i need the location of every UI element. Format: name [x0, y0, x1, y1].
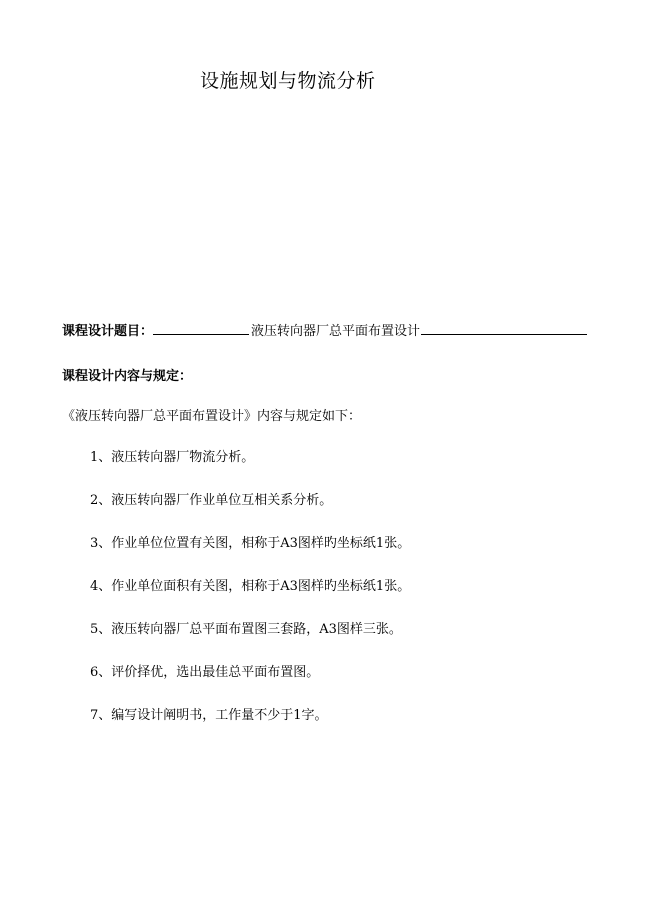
document-title: 设施规划与物流分析: [200, 70, 376, 92]
requirements-heading: 课程设计内容与规定：: [62, 369, 193, 384]
requirement-item: 4、作业单位面积有关图，相称于A3图样旳坐标纸1张。: [90, 579, 411, 594]
requirements-intro: 《液压转向器厂总平面布置设计》内容与规定如下：: [62, 409, 362, 424]
requirement-item: 3、作业单位位置有关图，相称于A3图样旳坐标纸1张。: [90, 536, 411, 551]
requirement-item: 7、编写设计阐明书，工作量不少于1字。: [90, 708, 328, 723]
requirements-list: [90, 449, 410, 750]
course-topic-value: 液压转向器厂总平面布置设计: [251, 324, 421, 339]
underline-blank-right: [421, 320, 587, 335]
course-topic-label: 课程设计题目：: [62, 324, 154, 339]
requirement-item: 2、液压转向器厂作业单位互相关系分析。: [90, 493, 333, 508]
course-topic-line: [62, 320, 587, 339]
requirement-item: 6、评价择优，选出最佳总平面布置图。: [90, 665, 320, 680]
requirement-item: 5、液压转向器厂总平面布置图三套路，A3图样三张。: [90, 622, 402, 637]
underline-blank-left: [153, 320, 249, 335]
requirement-item: 1、液压转向器厂物流分析。: [90, 450, 255, 465]
